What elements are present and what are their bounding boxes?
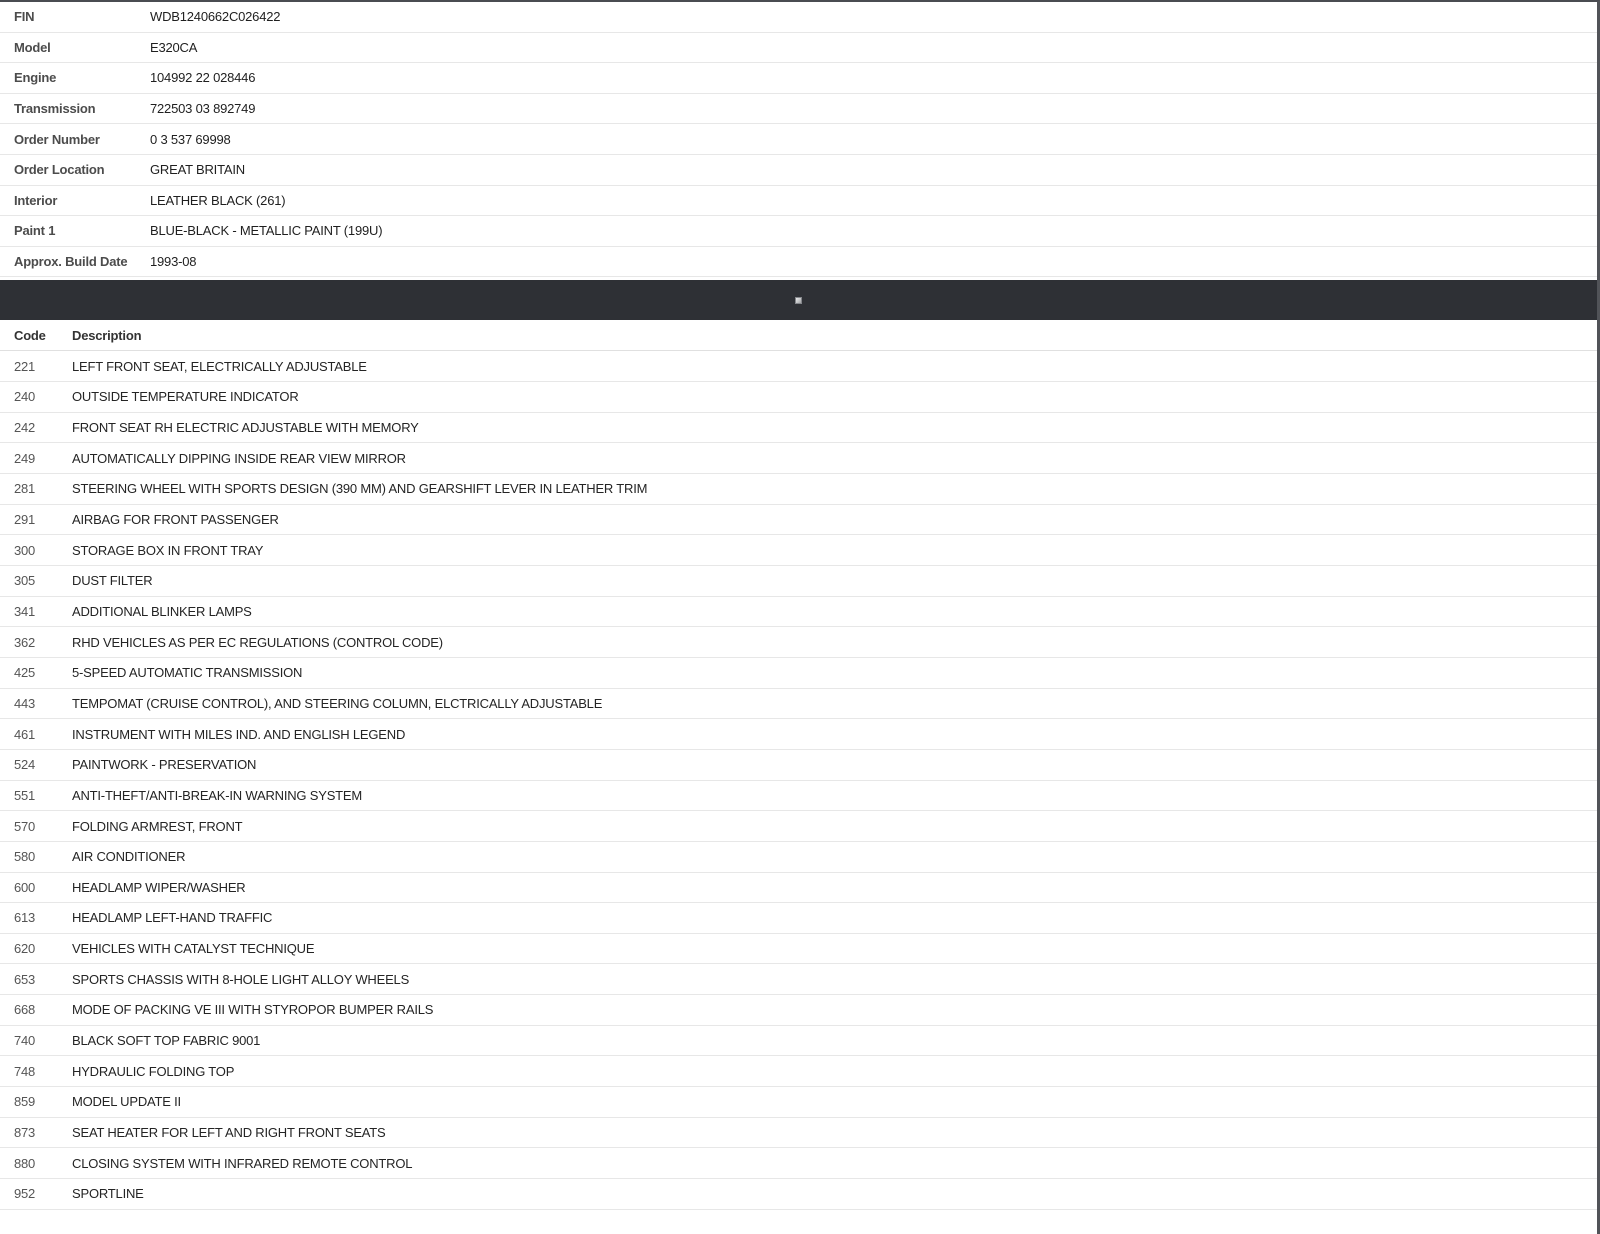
option-code: 740 <box>14 1033 36 1049</box>
option-code: 748 <box>14 1063 36 1079</box>
spec-label: Order Location <box>14 162 105 178</box>
option-description: STORAGE BOX IN FRONT TRAY <box>72 542 264 558</box>
option-row <box>0 995 1597 1026</box>
section-divider-bar <box>0 280 1597 320</box>
option-description: RHD VEHICLES AS PER EC REGULATIONS (CONTROL CODE) <box>72 634 443 650</box>
option-row <box>0 505 1597 536</box>
option-code: 620 <box>14 941 36 957</box>
spec-value: 104992 22 028446 <box>150 70 256 86</box>
spec-row <box>0 2 1597 33</box>
spec-row <box>0 94 1597 125</box>
option-description: MODE OF PACKING VE III WITH STYROPOR BUMPER RAILS <box>72 1002 434 1018</box>
option-description: ANTI-THEFT/ANTI-BREAK-IN WARNING SYSTEM <box>72 787 363 803</box>
spec-row <box>0 247 1597 278</box>
option-description: DUST FILTER <box>72 573 153 589</box>
option-description: FOLDING ARMREST, FRONT <box>72 818 243 834</box>
option-description: 5-SPEED AUTOMATIC TRANSMISSION <box>72 665 303 681</box>
option-code: 880 <box>14 1155 36 1171</box>
option-description: HEADLAMP WIPER/WASHER <box>72 879 246 895</box>
option-row <box>0 842 1597 873</box>
option-description: SEAT HEATER FOR LEFT AND RIGHT FRONT SEATS <box>72 1125 386 1141</box>
spec-row <box>0 216 1597 247</box>
option-description: TEMPOMAT (CRUISE CONTROL), AND STEERING COLUMN, ELCTRICALLY ADJUSTABLE <box>72 695 603 711</box>
column-header-code: Code <box>14 327 46 343</box>
option-row <box>0 351 1597 382</box>
option-code: 242 <box>14 419 36 435</box>
vehicle-spec-table <box>0 2 1597 277</box>
spec-row <box>0 63 1597 94</box>
option-row <box>0 1148 1597 1179</box>
option-row <box>0 781 1597 812</box>
option-description: HEADLAMP LEFT-HAND TRAFFIC <box>72 910 273 926</box>
option-row <box>0 474 1597 505</box>
options-table <box>0 320 1597 1209</box>
option-row <box>0 566 1597 597</box>
spec-label: Order Number <box>14 131 100 147</box>
option-code: 952 <box>14 1186 36 1202</box>
option-row <box>0 1026 1597 1057</box>
option-row <box>0 811 1597 842</box>
option-description: VEHICLES WITH CATALYST TECHNIQUE <box>72 941 315 957</box>
spec-value: BLUE-BLACK - METALLIC PAINT (199U) <box>150 223 383 239</box>
option-code: 859 <box>14 1094 36 1110</box>
option-row <box>0 658 1597 689</box>
option-row <box>0 443 1597 474</box>
option-code: 461 <box>14 726 36 742</box>
option-row <box>0 627 1597 658</box>
option-row <box>0 382 1597 413</box>
option-description: BLACK SOFT TOP FABRIC 9001 <box>72 1033 261 1049</box>
option-code: 653 <box>14 971 36 987</box>
option-code: 668 <box>14 1002 36 1018</box>
option-description: AUTOMATICALLY DIPPING INSIDE REAR VIEW MIRROR <box>72 450 406 466</box>
option-code: 613 <box>14 910 36 926</box>
option-description: FRONT SEAT RH ELECTRIC ADJUSTABLE WITH MEMORY <box>72 419 419 435</box>
option-code: 341 <box>14 603 36 619</box>
spec-value: 0 3 537 69998 <box>150 131 231 147</box>
options-table-body <box>0 351 1597 1209</box>
option-code: 873 <box>14 1125 36 1141</box>
option-code: 362 <box>14 634 36 650</box>
spec-row <box>0 33 1597 64</box>
spec-label: Paint 1 <box>14 223 56 239</box>
spec-value: 722503 03 892749 <box>150 101 256 117</box>
option-row <box>0 750 1597 781</box>
option-code: 291 <box>14 511 36 527</box>
option-description: CLOSING SYSTEM WITH INFRARED REMOTE CONTROL <box>72 1155 413 1171</box>
option-description: ADDITIONAL BLINKER LAMPS <box>72 603 252 619</box>
spec-row <box>0 124 1597 155</box>
option-code: 443 <box>14 695 36 711</box>
option-row <box>0 964 1597 995</box>
option-code: 305 <box>14 573 36 589</box>
option-description: OUTSIDE TEMPERATURE INDICATOR <box>72 389 299 405</box>
option-description: LEFT FRONT SEAT, ELECTRICALLY ADJUSTABLE <box>72 358 367 374</box>
option-row <box>0 1118 1597 1149</box>
spec-value: GREAT BRITAIN <box>150 162 245 178</box>
option-code: 240 <box>14 389 36 405</box>
option-code: 600 <box>14 879 36 895</box>
option-row <box>0 873 1597 904</box>
spec-label: Approx. Build Date <box>14 254 128 270</box>
spec-label: Transmission <box>14 101 96 117</box>
option-description: HYDRAULIC FOLDING TOP <box>72 1063 235 1079</box>
spec-row <box>0 186 1597 217</box>
option-description: AIR CONDITIONER <box>72 849 186 865</box>
column-header-description: Description <box>72 327 142 343</box>
option-row <box>0 934 1597 965</box>
spec-label: FIN <box>14 9 35 25</box>
spec-value: LEATHER BLACK (261) <box>150 192 286 208</box>
spec-value: WDB1240662C026422 <box>150 9 281 25</box>
option-description: PAINTWORK - PRESERVATION <box>72 757 257 773</box>
option-description: SPORTS CHASSIS WITH 8-HOLE LIGHT ALLOY WHEELS <box>72 971 410 987</box>
option-description: MODEL UPDATE II <box>72 1094 181 1110</box>
spec-value: 1993-08 <box>150 254 197 270</box>
option-row <box>0 1056 1597 1087</box>
option-code: 249 <box>14 450 36 466</box>
option-code: 570 <box>14 818 36 834</box>
option-code: 300 <box>14 542 36 558</box>
spec-row <box>0 155 1597 186</box>
option-code: 524 <box>14 757 36 773</box>
spec-label: Model <box>14 39 51 55</box>
option-row <box>0 689 1597 720</box>
option-row <box>0 413 1597 444</box>
option-code: 425 <box>14 665 36 681</box>
option-row <box>0 719 1597 750</box>
options-table-header <box>0 320 1597 351</box>
option-description: STEERING WHEEL WITH SPORTS DESIGN (390 MM) AND GEARSHIFT LEVER IN LEATHER TRIM <box>72 481 648 497</box>
option-code: 281 <box>14 481 36 497</box>
option-row <box>0 1087 1597 1118</box>
option-code: 551 <box>14 787 36 803</box>
option-description: INSTRUMENT WITH MILES IND. AND ENGLISH LEGEND <box>72 726 406 742</box>
option-row <box>0 535 1597 566</box>
spec-label: Engine <box>14 70 57 86</box>
spec-label: Interior <box>14 192 58 208</box>
option-description: AIRBAG FOR FRONT PASSENGER <box>72 511 279 527</box>
broken-image-icon <box>795 297 802 304</box>
option-code: 580 <box>14 849 36 865</box>
option-row <box>0 903 1597 934</box>
option-description: SPORTLINE <box>72 1186 144 1202</box>
spec-value: E320CA <box>150 39 198 55</box>
option-row <box>0 1179 1597 1210</box>
option-code: 221 <box>14 358 36 374</box>
option-row <box>0 597 1597 628</box>
